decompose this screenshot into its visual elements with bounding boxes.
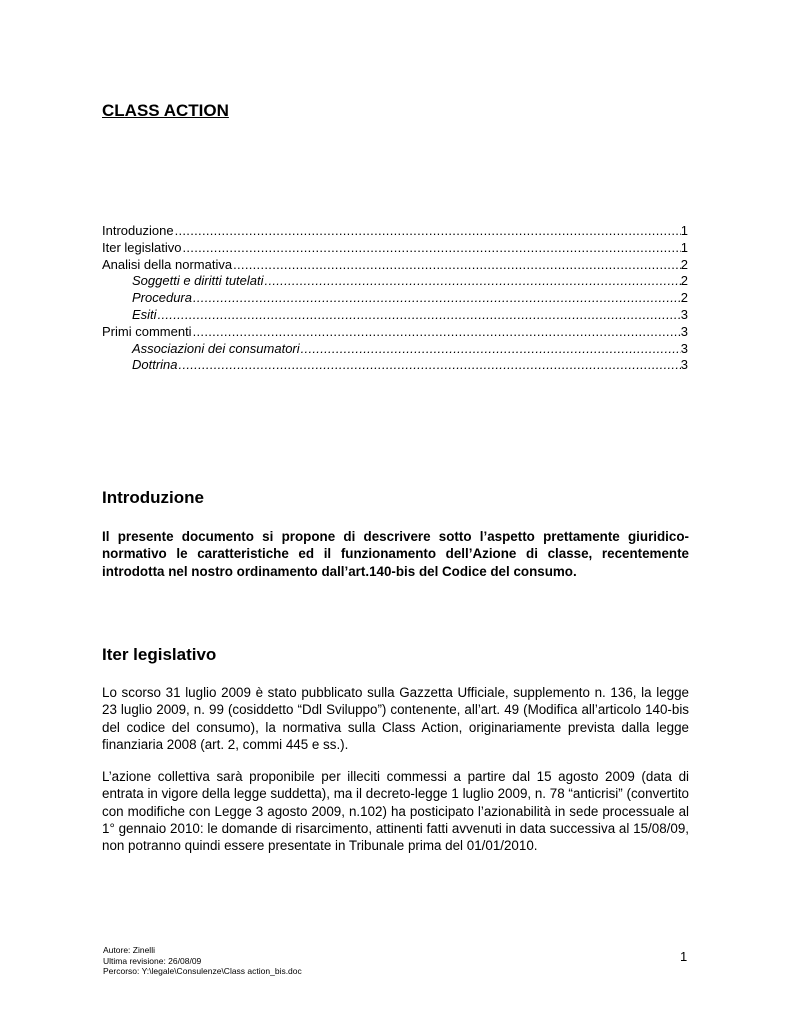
toc-dot-leader	[265, 273, 681, 290]
footer-path: Percorso: Y:\legale\Consulenze\Class action_bis.doc	[103, 966, 302, 976]
toc-label: Dottrina	[132, 357, 178, 373]
toc-page-number: 3	[680, 306, 688, 322]
iter-paragraph-1: Lo scorso 31 luglio 2009 è stato pubblicato sulla Gazzetta Ufficiale, supplemento n. 136, la legge 23 luglio 2009, n. 99 (cosiddetto “Ddl Sviluppo”) contenente, all’art. 49 (Modifica all’articolo 140-bis del codice del consumo), la normativa sulla Class Action, originariamente prevista dalla legge finanziaria 2008 (art. 2, commi 445 e ss.).	[102, 685, 689, 752]
toc-dot-leader	[158, 307, 681, 324]
section-heading-iter-legislativo: Iter legislativo	[102, 645, 217, 664]
toc-page-number: 3	[680, 357, 688, 373]
section-heading-introduzione: Introduzione	[102, 488, 204, 507]
footer-revision: Ultima revisione: 26/08/09	[103, 955, 202, 966]
toc-label: Iter legislativo	[102, 239, 182, 255]
iter-paragraph-2: L’azione collettiva sarà proponibile per illeciti commessi a partire dal 15 agosto 2009 (data di entrata in vigore della legge suddetta), ma il decreto-legge 1 luglio 2009, n. 78 “anticrisi” (convertito con modifiche con Legge 3 agosto 2009, n.102) ha posticipato l’azionabilità in sede processuale al 1° gennaio 2010: le domande di risarcimento, attinenti fatti avvenuti in data successiva al 15/08/09, non potranno quindi essere presentate in Tribunale prima del 01/01/2010.	[102, 769, 689, 854]
toc-entry-iter-legislativo[interactable]	[102, 240, 688, 257]
toc-dot-leader	[233, 257, 681, 274]
toc-page-number: 2	[680, 273, 688, 289]
toc-entry-analisi-normativa[interactable]	[102, 257, 688, 274]
toc-label: Procedura	[132, 290, 192, 306]
page-footer	[103, 945, 302, 977]
footer-author: Autore: Zinelli	[103, 945, 155, 955]
toc-page-number: 1	[680, 223, 688, 238]
page-number: 1	[680, 949, 688, 964]
toc-label: Introduzione	[102, 223, 174, 238]
toc-label: Analisi della normativa	[102, 256, 233, 272]
toc-page-number: 1	[680, 239, 688, 255]
toc-page-number: 2	[680, 290, 688, 306]
toc-dot-leader	[301, 341, 681, 358]
toc-entry-primi-commenti[interactable]	[102, 324, 688, 341]
toc-dot-leader	[193, 290, 681, 307]
toc-entry-associazioni-consumatori[interactable]	[102, 341, 688, 358]
toc-dot-leader	[193, 324, 681, 341]
intro-paragraph: Il presente documento si propone di descrivere sotto l’aspetto prettamente giuridico-normativo le caratteristiche ed il funzionamento dell’Azione di classe, recentemente introdotta nel nostro ordinamento dall’art.140-bis del Codice del consumo.	[102, 529, 689, 579]
toc-dot-leader	[179, 357, 681, 374]
table-of-contents	[102, 223, 688, 374]
toc-label: Associazioni dei consumatori	[132, 340, 300, 356]
toc-entry-introduzione[interactable]	[102, 223, 688, 240]
toc-entry-dottrina[interactable]	[102, 357, 688, 374]
document-title: CLASS ACTION	[102, 101, 229, 120]
toc-entry-esiti[interactable]	[102, 307, 688, 324]
toc-dot-leader	[182, 240, 680, 257]
toc-dot-leader	[175, 223, 681, 240]
toc-label: Esiti	[132, 306, 157, 322]
toc-page-number: 3	[680, 340, 688, 356]
toc-entry-procedura[interactable]	[102, 290, 688, 307]
toc-label: Primi commenti	[102, 323, 192, 339]
toc-label: Soggetti e diritti tutelati	[132, 273, 264, 289]
toc-page-number: 3	[680, 323, 688, 339]
toc-page-number: 2	[680, 256, 688, 272]
toc-entry-soggetti-diritti[interactable]	[102, 273, 688, 290]
